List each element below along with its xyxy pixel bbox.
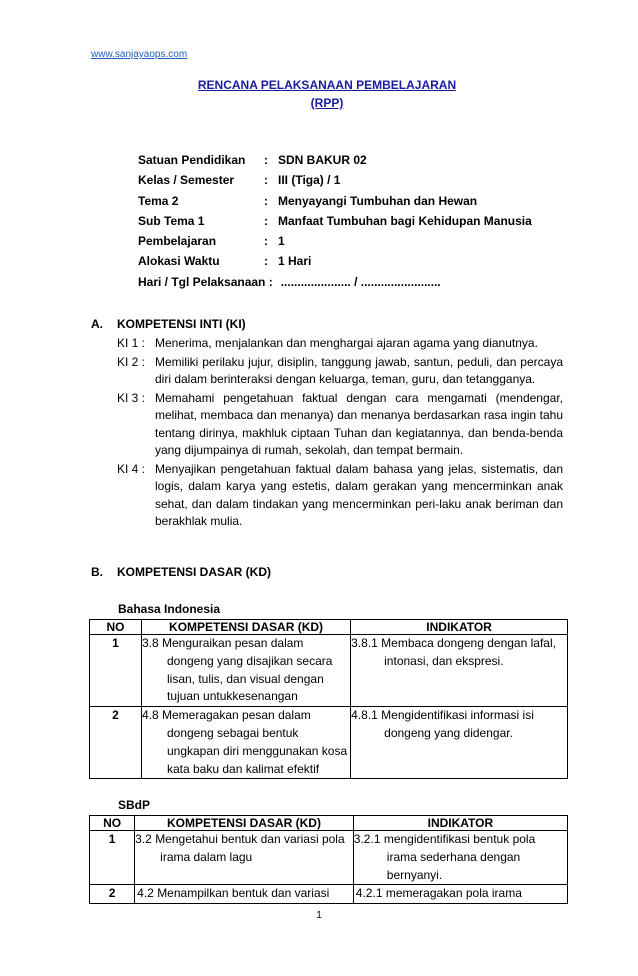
header-no: NO [90, 620, 142, 635]
info-row [138, 173, 532, 193]
ki-item [117, 461, 563, 531]
table-header-row [90, 620, 568, 635]
section-a-letter: A. [91, 317, 103, 331]
cell-no: 2 [90, 885, 135, 904]
info-value: Manfaat Tumbuhan bagi Kehidupan Manusia [278, 213, 532, 228]
header-no: NO [90, 816, 135, 831]
cell-no: 2 [90, 707, 142, 779]
identity-block [138, 153, 532, 295]
subject-title: Bahasa Indonesia [118, 602, 221, 616]
header-kd: KOMPETENSI DASAR (KD) [141, 620, 350, 635]
section-b-title: KOMPETENSI DASAR (KD) [117, 565, 272, 579]
website-link[interactable]: www.sanjayaops.com [91, 49, 188, 60]
info-row [138, 194, 532, 214]
cell-indikator: 3.2.1 mengidentifikasi bentuk pola irama sederhana dengan bernyanyi. [353, 831, 567, 885]
cell-kd: 4.2 Menampilkan bentuk dan variasi [135, 885, 354, 904]
ki-code: KI 1 : [117, 336, 146, 350]
info-value: SDN BAKUR 02 [278, 153, 367, 167]
ki-item [117, 335, 563, 353]
info-row [138, 234, 532, 254]
section-b-letter: B. [91, 565, 103, 579]
info-colon: : [264, 173, 268, 188]
ki-code: KI 3 : [117, 390, 146, 405]
section-a-title: KOMPETENSI INTI (KI) [117, 317, 246, 331]
info-value: Menyayangi Tumbuhan dan Hewan [278, 193, 478, 208]
cell-kd: 3.8 Menguraikan pesan dalam dongeng yang disajikan secara lisan, tulis, dan visual dengan tujuan untukkesenangan [141, 635, 350, 707]
info-label: Sub Tema 1 [138, 213, 205, 228]
cell-no: 1 [90, 831, 135, 885]
header-indikator: INDIKATOR [351, 620, 568, 635]
info-row [138, 153, 532, 173]
info-colon: : [264, 254, 268, 269]
ki-text: Menyajikan pengetahuan faktual dalam bahasa yang jelas, sistematis, dan logis, dalam karya yang estetis, dalam gerakan yang mencerminkan anak sehat, dan dalam tindakan yang mencerminkan peri-laku anak beriman dan berakhlak mulia. [155, 461, 563, 528]
date-value: ..................... / ........................ [280, 274, 441, 289]
ki-code: KI 4 : [117, 461, 146, 476]
cell-kd: 4.8 Memeragakan pesan dalam dongeng sebagai bentuk ungkapan diri menggunakan kosa kata baku dan kalimat efektif [141, 707, 350, 779]
info-colon: : [264, 213, 268, 228]
info-colon: : [264, 153, 268, 167]
cell-indikator: 4.8.1 Mengidentifikasi informasi isi dongeng yang didengar. [351, 707, 568, 779]
ki-item [117, 390, 563, 460]
header-indikator: INDIKATOR [353, 816, 567, 831]
subject-title: SBdP [118, 798, 151, 812]
doc-title: RENCANA PELAKSANAAN PEMBELAJARAN [197, 78, 457, 92]
ki-text: Menerima, menjalankan dan menghargai ajaran agama yang dianutnya. [155, 336, 538, 350]
ki-text: Memiliki perilaku jujur, disiplin, tanggung jawab, santun, peduli, dan percaya diri dalam berinteraksi dengan keluarga, teman, guru, dan tetangganya. [155, 354, 563, 386]
page-number: 1 [316, 910, 322, 921]
kd-table-sbdp [89, 815, 568, 904]
doc-subtitle: (RPP) [310, 96, 344, 110]
info-row [138, 254, 532, 274]
info-value: 1 [278, 234, 285, 249]
cell-indikator: 3.8.1 Membaca dongeng dengan lafal, intonasi, dan ekspresi. [351, 635, 568, 707]
table-row [90, 635, 568, 707]
info-label: Kelas / Semester [138, 173, 235, 188]
header-kd: KOMPETENSI DASAR (KD) [135, 816, 354, 831]
info-value: 1 Hari [278, 254, 312, 269]
info-colon: : [264, 234, 268, 249]
info-label: Satuan Pendidikan [138, 153, 246, 167]
info-label: Tema 2 [138, 193, 179, 208]
ki-item [117, 354, 563, 389]
table-row [90, 707, 568, 779]
table-header-row [90, 816, 568, 831]
cell-kd: 3.2 Mengetahui bentuk dan variasi pola irama dalam lagu [135, 831, 354, 885]
table-row [90, 885, 568, 904]
info-row-date [138, 275, 532, 295]
date-label: Hari / Tgl Pelaksanaan : [138, 274, 273, 289]
ki-list [117, 335, 563, 532]
info-row [138, 214, 532, 234]
info-colon: : [264, 193, 268, 208]
info-value: III (Tiga) / 1 [278, 173, 341, 188]
cell-indikator: 4.2.1 memeragakan pola irama [353, 885, 567, 904]
ki-text: Memahami pengetahuan faktual dengan cara mengamati (mendengar, melihat, membaca dan menanya) dan menanya berdasarkan rasa ingin tahu tentang dirinya, makhluk ciptaan Tuhan dan kegiatannya, dan benda-benda yang dijumpainya di rumah, sekolah, dan tempat bermain. [155, 390, 563, 457]
cell-no: 1 [90, 635, 142, 707]
info-label: Alokasi Waktu [138, 254, 220, 269]
table-row [90, 831, 568, 885]
info-label: Pembelajaran [138, 234, 217, 249]
ki-code: KI 2 : [117, 354, 146, 369]
kd-table-bahasa [89, 619, 568, 779]
